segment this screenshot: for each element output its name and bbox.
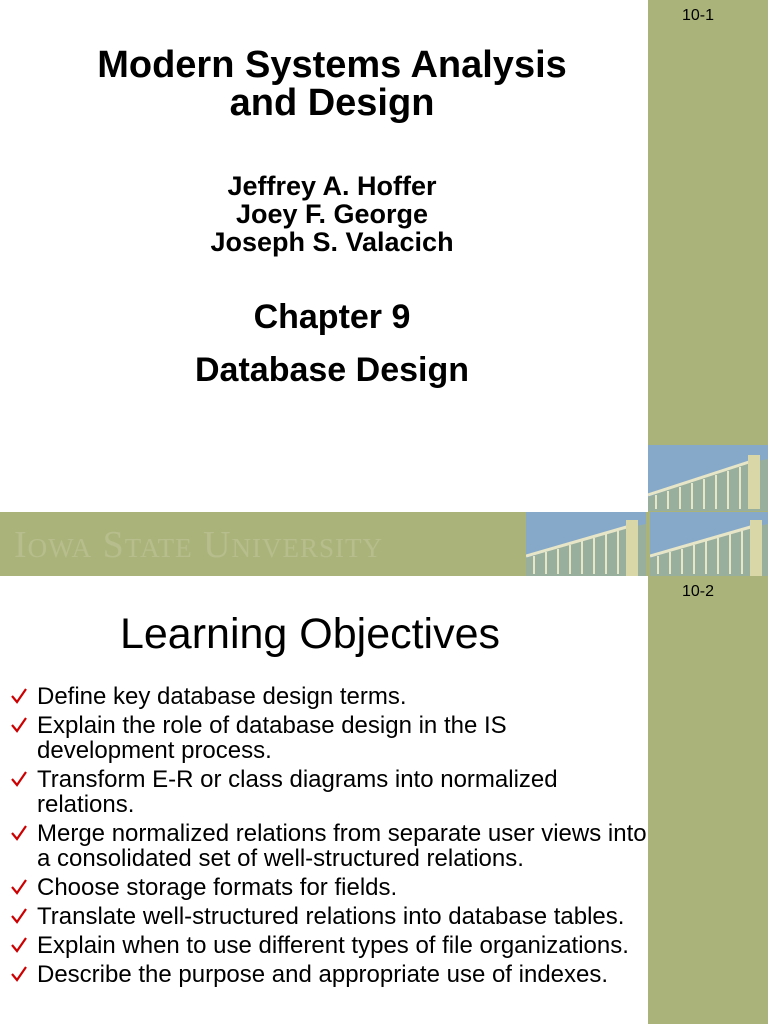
checkmark-icon <box>9 964 29 984</box>
list-item <box>9 713 649 763</box>
list-item <box>9 821 649 871</box>
slide-number: 10-2 <box>681 583 714 600</box>
book-title-line-1: Modern Systems Analysis <box>97 44 567 86</box>
building-photo <box>526 512 646 576</box>
book-title-line-2: and Design <box>229 82 435 124</box>
objective-text: Describe the purpose and appropriate use of indexes. <box>37 961 609 988</box>
slide-title: Learning Objectives <box>119 610 501 658</box>
objective-text: Transform E-R or class diagrams into normalized relations. <box>37 766 558 818</box>
building-photo <box>648 445 768 511</box>
objectives-slide <box>0 576 768 1024</box>
objective-text: Explain when to use different types of file organizations. <box>37 932 629 959</box>
checkmark-icon <box>9 906 29 926</box>
list-item <box>9 933 649 958</box>
objective-text: Translate well-structured relations into database tables. <box>37 903 625 930</box>
chapter-number: Chapter 9 <box>253 298 411 336</box>
authors <box>0 172 664 256</box>
university-wordmark: Iowa State University <box>14 524 384 566</box>
checkmark-icon <box>9 715 29 735</box>
checkmark-icon <box>9 686 29 706</box>
list-item <box>9 767 649 817</box>
author-name: Joey F. George <box>235 199 429 229</box>
objective-text: Define key database design terms. <box>37 683 407 710</box>
objective-text: Choose storage formats for fields. <box>37 874 398 901</box>
objective-text: Explain the role of database design in the IS development process. <box>37 712 507 764</box>
slide-number: 10-1 <box>681 7 714 24</box>
list-item <box>9 875 649 900</box>
objectives-list <box>9 684 649 991</box>
building-photo <box>650 512 768 576</box>
list-item <box>9 684 649 709</box>
checkmark-icon <box>9 823 29 843</box>
objective-text: Merge normalized relations from separate user views into a consolidated set of well-structured relations. <box>37 820 647 872</box>
checkmark-icon <box>9 877 29 897</box>
book-title <box>0 46 664 122</box>
side-accent-bar <box>648 576 768 1024</box>
author-name: Joseph S. Valacich <box>210 227 454 257</box>
chapter-title: Database Design <box>195 351 469 389</box>
list-item <box>9 904 649 929</box>
list-item <box>9 962 649 987</box>
checkmark-icon <box>9 769 29 789</box>
author-name: Jeffrey A. Hoffer <box>227 171 437 201</box>
checkmark-icon <box>9 935 29 955</box>
